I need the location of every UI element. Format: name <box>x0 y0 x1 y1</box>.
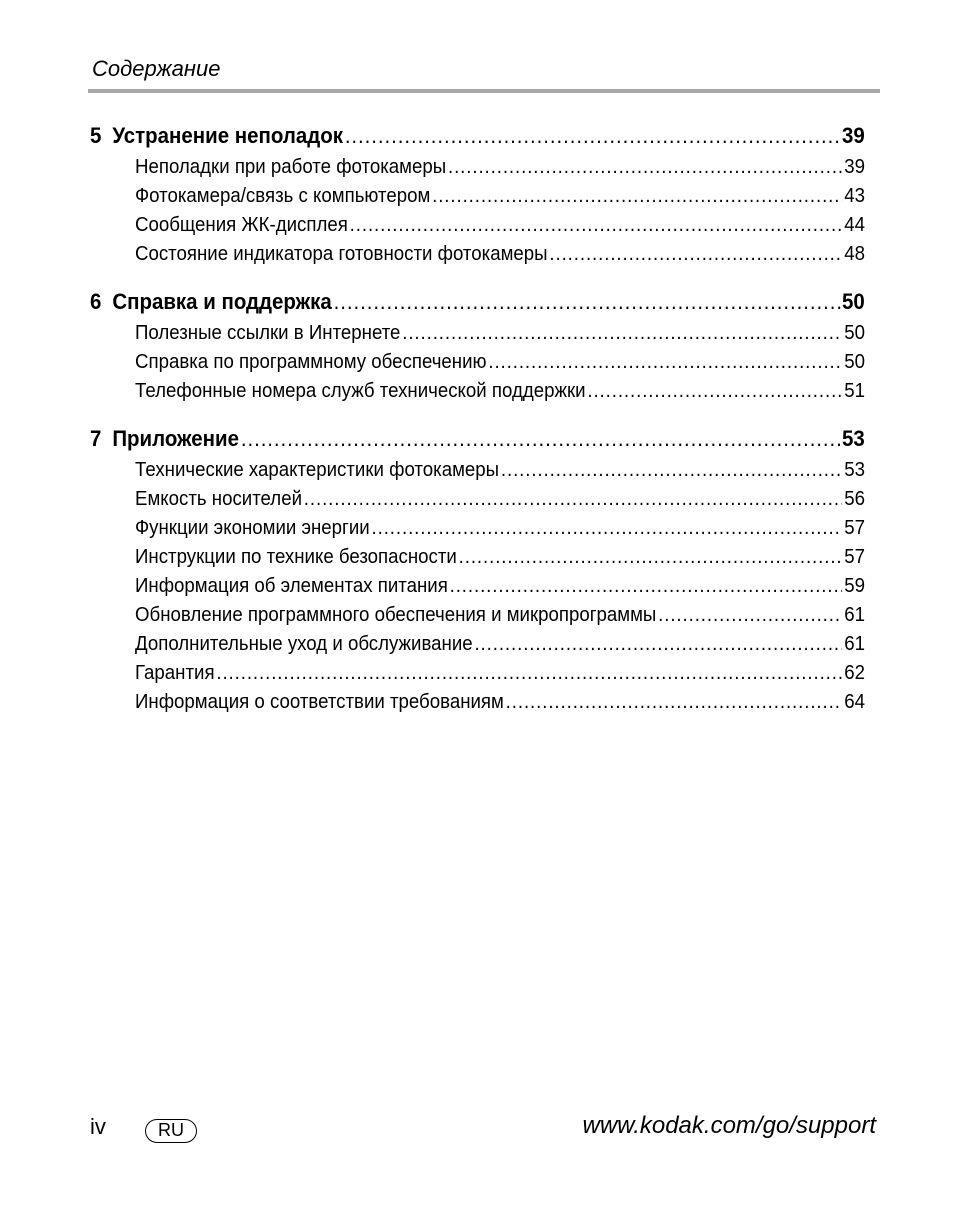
entry-title: Полезные ссылки в Интернете <box>135 321 401 344</box>
entry-page: 50 <box>844 350 865 373</box>
toc-chapter-group <box>90 423 865 716</box>
footer-page-number: iv <box>90 1114 106 1139</box>
chapter-title: Устранение неполадок <box>112 123 343 148</box>
entry-title: Емкость носителей <box>135 487 302 510</box>
toc-entry[interactable] <box>135 658 865 687</box>
entry-page: 59 <box>844 574 865 597</box>
entry-page: 48 <box>844 242 865 265</box>
toc-entry[interactable] <box>135 152 865 181</box>
leader-dots <box>345 120 840 152</box>
leader-dots <box>474 629 842 658</box>
entry-page: 39 <box>844 155 865 178</box>
leader-dots <box>350 210 843 239</box>
language-badge: RU <box>145 1119 197 1143</box>
leader-dots <box>241 423 840 455</box>
leader-dots <box>432 181 842 210</box>
chapter-title: Справка и поддержка <box>112 289 332 314</box>
footer-url[interactable]: www.kodak.com/go/support <box>582 1112 876 1139</box>
leader-dots <box>334 286 841 318</box>
toc-entry[interactable] <box>135 455 865 484</box>
entry-title: Информация об элементах питания <box>135 574 448 597</box>
leader-dots <box>501 455 843 484</box>
entry-title: Справка по программному обеспечению <box>135 350 487 373</box>
entry-title: Состояние индикатора готовности фотокамеры <box>135 242 548 265</box>
entry-page: 56 <box>844 487 865 510</box>
chapter-page: 39 <box>842 123 865 148</box>
table-of-contents <box>90 120 865 734</box>
entry-page: 43 <box>844 184 865 207</box>
entry-title: Фотокамера/связь с компьютером <box>135 184 431 207</box>
toc-chapter-group <box>90 120 865 268</box>
header-rule <box>88 89 880 93</box>
leader-dots <box>658 600 842 629</box>
toc-entry[interactable] <box>135 513 865 542</box>
entry-title: Телефонные номера служб технической поддержки <box>135 379 586 402</box>
entry-page: 50 <box>844 321 865 344</box>
toc-entry[interactable] <box>135 600 865 629</box>
toc-chapter-group <box>90 286 865 405</box>
leader-dots <box>488 347 842 376</box>
toc-entry[interactable] <box>135 629 865 658</box>
entry-page: 64 <box>844 690 865 713</box>
toc-entry[interactable] <box>135 210 865 239</box>
chapter-number: 7 <box>90 426 102 451</box>
toc-entry[interactable] <box>135 571 865 600</box>
leader-dots <box>448 152 842 181</box>
leader-dots <box>587 376 842 405</box>
chapter-number: 5 <box>90 123 102 148</box>
toc-entry[interactable] <box>135 687 865 716</box>
leader-dots <box>216 658 842 687</box>
toc-chapter-heading[interactable] <box>90 423 865 455</box>
entry-title: Инструкции по технике безопасности <box>135 545 457 568</box>
entry-page: 57 <box>844 545 865 568</box>
leader-dots <box>372 513 843 542</box>
leader-dots <box>506 687 843 716</box>
toc-entry[interactable] <box>135 484 865 513</box>
entry-title: Информация о соответствии требованиям <box>135 690 504 713</box>
toc-entry[interactable] <box>135 347 865 376</box>
chapter-page: 53 <box>842 426 865 451</box>
toc-chapter-heading[interactable] <box>90 286 865 318</box>
entry-page: 51 <box>844 379 865 402</box>
toc-entry[interactable] <box>135 542 865 571</box>
entry-title: Гарантия <box>135 661 215 684</box>
entry-title: Функции экономии энергии <box>135 516 370 539</box>
entry-page: 62 <box>844 661 865 684</box>
leader-dots <box>549 239 842 268</box>
leader-dots <box>402 318 842 347</box>
entry-title: Обновление программного обеспечения и микропрограммы <box>135 603 657 626</box>
entry-page: 44 <box>844 213 865 236</box>
toc-entry[interactable] <box>135 318 865 347</box>
toc-entry[interactable] <box>135 376 865 405</box>
chapter-page: 50 <box>842 289 865 314</box>
toc-entry[interactable] <box>135 181 865 210</box>
entry-page: 61 <box>844 603 865 626</box>
entry-page: 61 <box>844 632 865 655</box>
chapter-title: Приложение <box>112 426 239 451</box>
entry-page: 53 <box>844 458 865 481</box>
entry-title: Сообщения ЖК-дисплея <box>135 213 348 236</box>
entry-title: Технические характеристики фотокамеры <box>135 458 500 481</box>
entry-page: 57 <box>844 516 865 539</box>
chapter-number: 6 <box>90 289 102 314</box>
toc-chapter-heading[interactable] <box>90 120 865 152</box>
leader-dots <box>450 571 843 600</box>
toc-entry[interactable] <box>135 239 865 268</box>
page-header-title: Содержание <box>92 56 221 81</box>
leader-dots <box>304 484 843 513</box>
leader-dots <box>459 542 843 571</box>
entry-title: Неполадки при работе фотокамеры <box>135 155 447 178</box>
entry-title: Дополнительные уход и обслуживание <box>135 632 473 655</box>
